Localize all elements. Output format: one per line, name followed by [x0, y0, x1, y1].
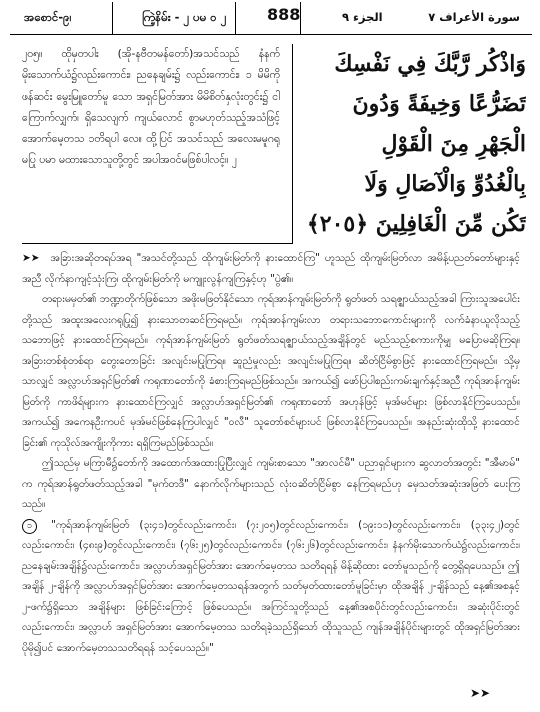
- arabic-line: وَاذْكُر رَّبَّكَ فِي نَفْسِكَ: [334, 51, 526, 77]
- page-number: 888: [267, 5, 301, 24]
- arabic-verse: [300, 44, 526, 244]
- commentary: [22, 248, 520, 658]
- translation-text: ၂၀၅။ ထိုမှတပါး (အို-နဗီတမန်တော်)အသင်သည် နံနက်မိုးသောက်ယံ၌လည်းကောင်း၊ ညနေချမ်း၌ လည်းကောင်း၊ ၁ မိမိကို ဖန်ဆင်း မွေးမြူတော်မူ သော အရှင်မြတ်အား မိမိစိတ်နှလုံးတွင်း၌ ငါ ကြောက်လျှက်၊ ရှိသေလျက် ကျယ်လောင် စွာမဟုတ်သည့်အသံဖြင့် အောက်မေ့တသ ၁တိရပါ လေ။ ထို့ပြင် အသင်သည် အလေးမမူဂရုမပြု ပမာ မထားသောသူတို့တွင် အပါအဝင်မဖြစ်ပါလင့်။ ၂: [22, 48, 280, 167]
- header-sura: سورة الأعراف ٧: [428, 10, 520, 24]
- commentary-text: အခြားအဆိုတရပ်အရ "အသင်တို့သည် ထိုကျမ်းမြတ်ကို နားထောင်ကြ" ဟူသည် ထိုကျမ်းမြတ်လာ အမိန့်ပညတ်တော်များနှင့်အညီ လိုက်နာကျင့်သုံးကြ၊ ထိုကျမ်းမြတ်ကို မကျူးလွန်ကျကြနှင့်ဟု "ပွဲ၏။: [22, 252, 520, 285]
- commentary-paragraph: [22, 515, 520, 659]
- header-divider: [235, 2, 236, 34]
- header-divider: [300, 2, 301, 34]
- header-divider: [112, 2, 113, 34]
- footnote-text: "ကုရ်အာန်ကျမ်းမြတ် (၃း၄၁)တွင်လည်းကောင်း၊ (၇း၂၀၅)တွင်လည်းကောင်း၊ (၁၉း၁၁)တွင်လည်းကောင်း၊ (၃၃း၄၂)တွင်လည်းကောင်း၊ (၄၈း၉)တွင်လည်းကောင်း၊ (၇၆း၂၅)တွင်လည်းကောင်း၊ (၇၆း၂၆)တွင်လည်းကောင်း၊ နံနက်မိုးသောက်ယံ၌လည်းကောင်း၊ ညနေချမ်းအချိန်၌လည်းကောင်း၊ အလ္လာဟ်အရှင်မြတ်အား အောက်မေ့တသ သတိရရန် မိန့်ဆိုထား တော်မူသည်ကို တွေ့ရှိရပေသည်။ ဤအချိန် ၂-ချိန်ကို အလ္လာဟ်အရှင်မြတ်အား အောက်မေ့တသရန်အတွက် သတ်မှတ်ထားတော်မူခြင်းမှာ ထိုအချိန် ၂-ချိန်သည် နေ့၏အစနှင့် ၂-ဖက်၌ရှိသော အချိန်များ ဖြစ်ခြင်းကြောင့် ဖြစ်ပေသည်။ အကြင်သူတို့သည် နေ့၏အစပိုင်းတွင်လည်းကောင်း၊ အဆုံးပိုင်းတွင်လည်းကောင်း၊ အလ္လာဟ် အရှင်မြတ်အား အောက်မေ့တသ သတိရခဲ့သည်ရှိသော် ထိုသူသည် ကျန်အချိန်ပိုင်းများတွင် ထိုအရှင်မြတ်အား ပိုမို၍ပင် အောက်မေ့တသသတိရရန် သင့်ပေသည်။": [22, 518, 520, 654]
- arabic-line: بِالْغُدُوِّ وَالْآصَالِ وَلَا: [364, 171, 526, 197]
- footnote-marker: ၁: [22, 519, 37, 534]
- page-header: [22, 0, 526, 36]
- commentary-paragraph: ဤသည်မှ မကြာမီ၌တော်ကို အထောက်အထားပြုပြီးလျှင် ကျမ်းစာသော "အာလင်မီ" ပညာရှင်များက ဆွလာတ်အတွင်း "အီမာမ်" က ကုရ်အာန်ရွတ်ဖတ်သည့်အခါ "မုက်တဒီ" နောက်လိုက်များသည် လုံးဝဆိတ်ငြိမ်စွာ နေကြရမည်ဟု မှေသတ်အဆုံးအဖြတ် ပေးကြသည်။: [22, 457, 520, 510]
- footnote-rule: [22, 243, 292, 244]
- commentary-paragraph: တရားမမှတ်၏ ဘဏ္ဍာတိုက်ဖြစ်သော အဖိုးမဖြတ်နိုင်သော ကုရ်အာန်ကျမ်းမြတ်ကို ရွတ်ဖတ် သရဇ္ဈာယ်သည့်အခါ ကြားသူအပေါင်းတို့သည် အထူးအလေးဂရုပြု၍ နားသောတဆင်ကြရမည်။ ကုရ်အာန်ကျမ်းလာ တရားသဘောကောင်းများကို လက်ခံနာယူလိုသည့်သဘောဖြင့် နားထောင်ကြရမည်။ ကုရ်အာန်ကျမ်းမြတ် ရွတ်ဖတ်သရဇ္ဈာယ်သည့်အချိန်တွင် မည်သည့်စကားကိုမျှ မပြောမဆိုကြရ။ အခြားတစ်စုံတစ်ရာ တွေးတောခြင်း အလျင်းမပြုကြရ။ ဆူညံမှုလည်း အလျင်းမပြုကြရ။ ဆိတ်ငြိမ်စွာဖြင့် နားထောင်ကြရမည်။ သို့မှသာလျှင် အလ္လာဟ်အရှင်မြတ်၏ ကရုဏာတော်ကို ခံစားကြရမည်ဖြစ်သည်။ အကယ်၍ ဖော်ပြပါစည်းကမ်းချက်နှင့်အညီ ကုရ်အာန်ကျမ်းမြတ်ကို ကာဖိရ်များက နားထောင်ကြလျှင် အလ္လာဟ်အရှင်မြတ်၏ ကရုဏာတော် အဟုန်ဖြင့် မုအ်မင်များ ဖြစ်လာနိုင်ကြပေသည်။ အကယ်၍ အကေနဦးကပင် မုအ်မင်ဖြစ်နေကြပါလျှင် "ဝလီ" သူတော်စင်များပင် ဖြစ်လာနိုင်ကြပေသည်။ အနည်းဆုံးထိုသို့ နားထောင်ခြင်း၏ ကုသိုလ်အကျိုးကိုကား ရရှိကြမည်ဖြစ်သည်။: [22, 293, 520, 449]
- arabic-line: تَكُن مِّنَ الْغَافِلِينَ ﴿٢٠٥﴾: [306, 211, 526, 237]
- verse-translation: [22, 44, 280, 172]
- header-rule: [10, 34, 532, 35]
- column-divider: [292, 44, 293, 244]
- arrow-marker-icon: ➤➤: [22, 252, 40, 264]
- commentary-paragraph: [22, 248, 520, 289]
- arrow-marker-icon: ➤➤: [470, 686, 491, 700]
- header-title: ကြဲ့နိမ်း - ၂ ပမ ၀ ၂: [142, 10, 227, 24]
- arabic-line: الْجَهْرِ مِنَ الْقَوْلِ: [381, 131, 526, 157]
- header-volume: အစောင်-၉၊: [24, 10, 72, 24]
- arabic-line: تَضَرُّعًا وَخِيفَةً وَدُونَ: [352, 91, 526, 117]
- header-juz: الجزء ٩: [342, 10, 383, 24]
